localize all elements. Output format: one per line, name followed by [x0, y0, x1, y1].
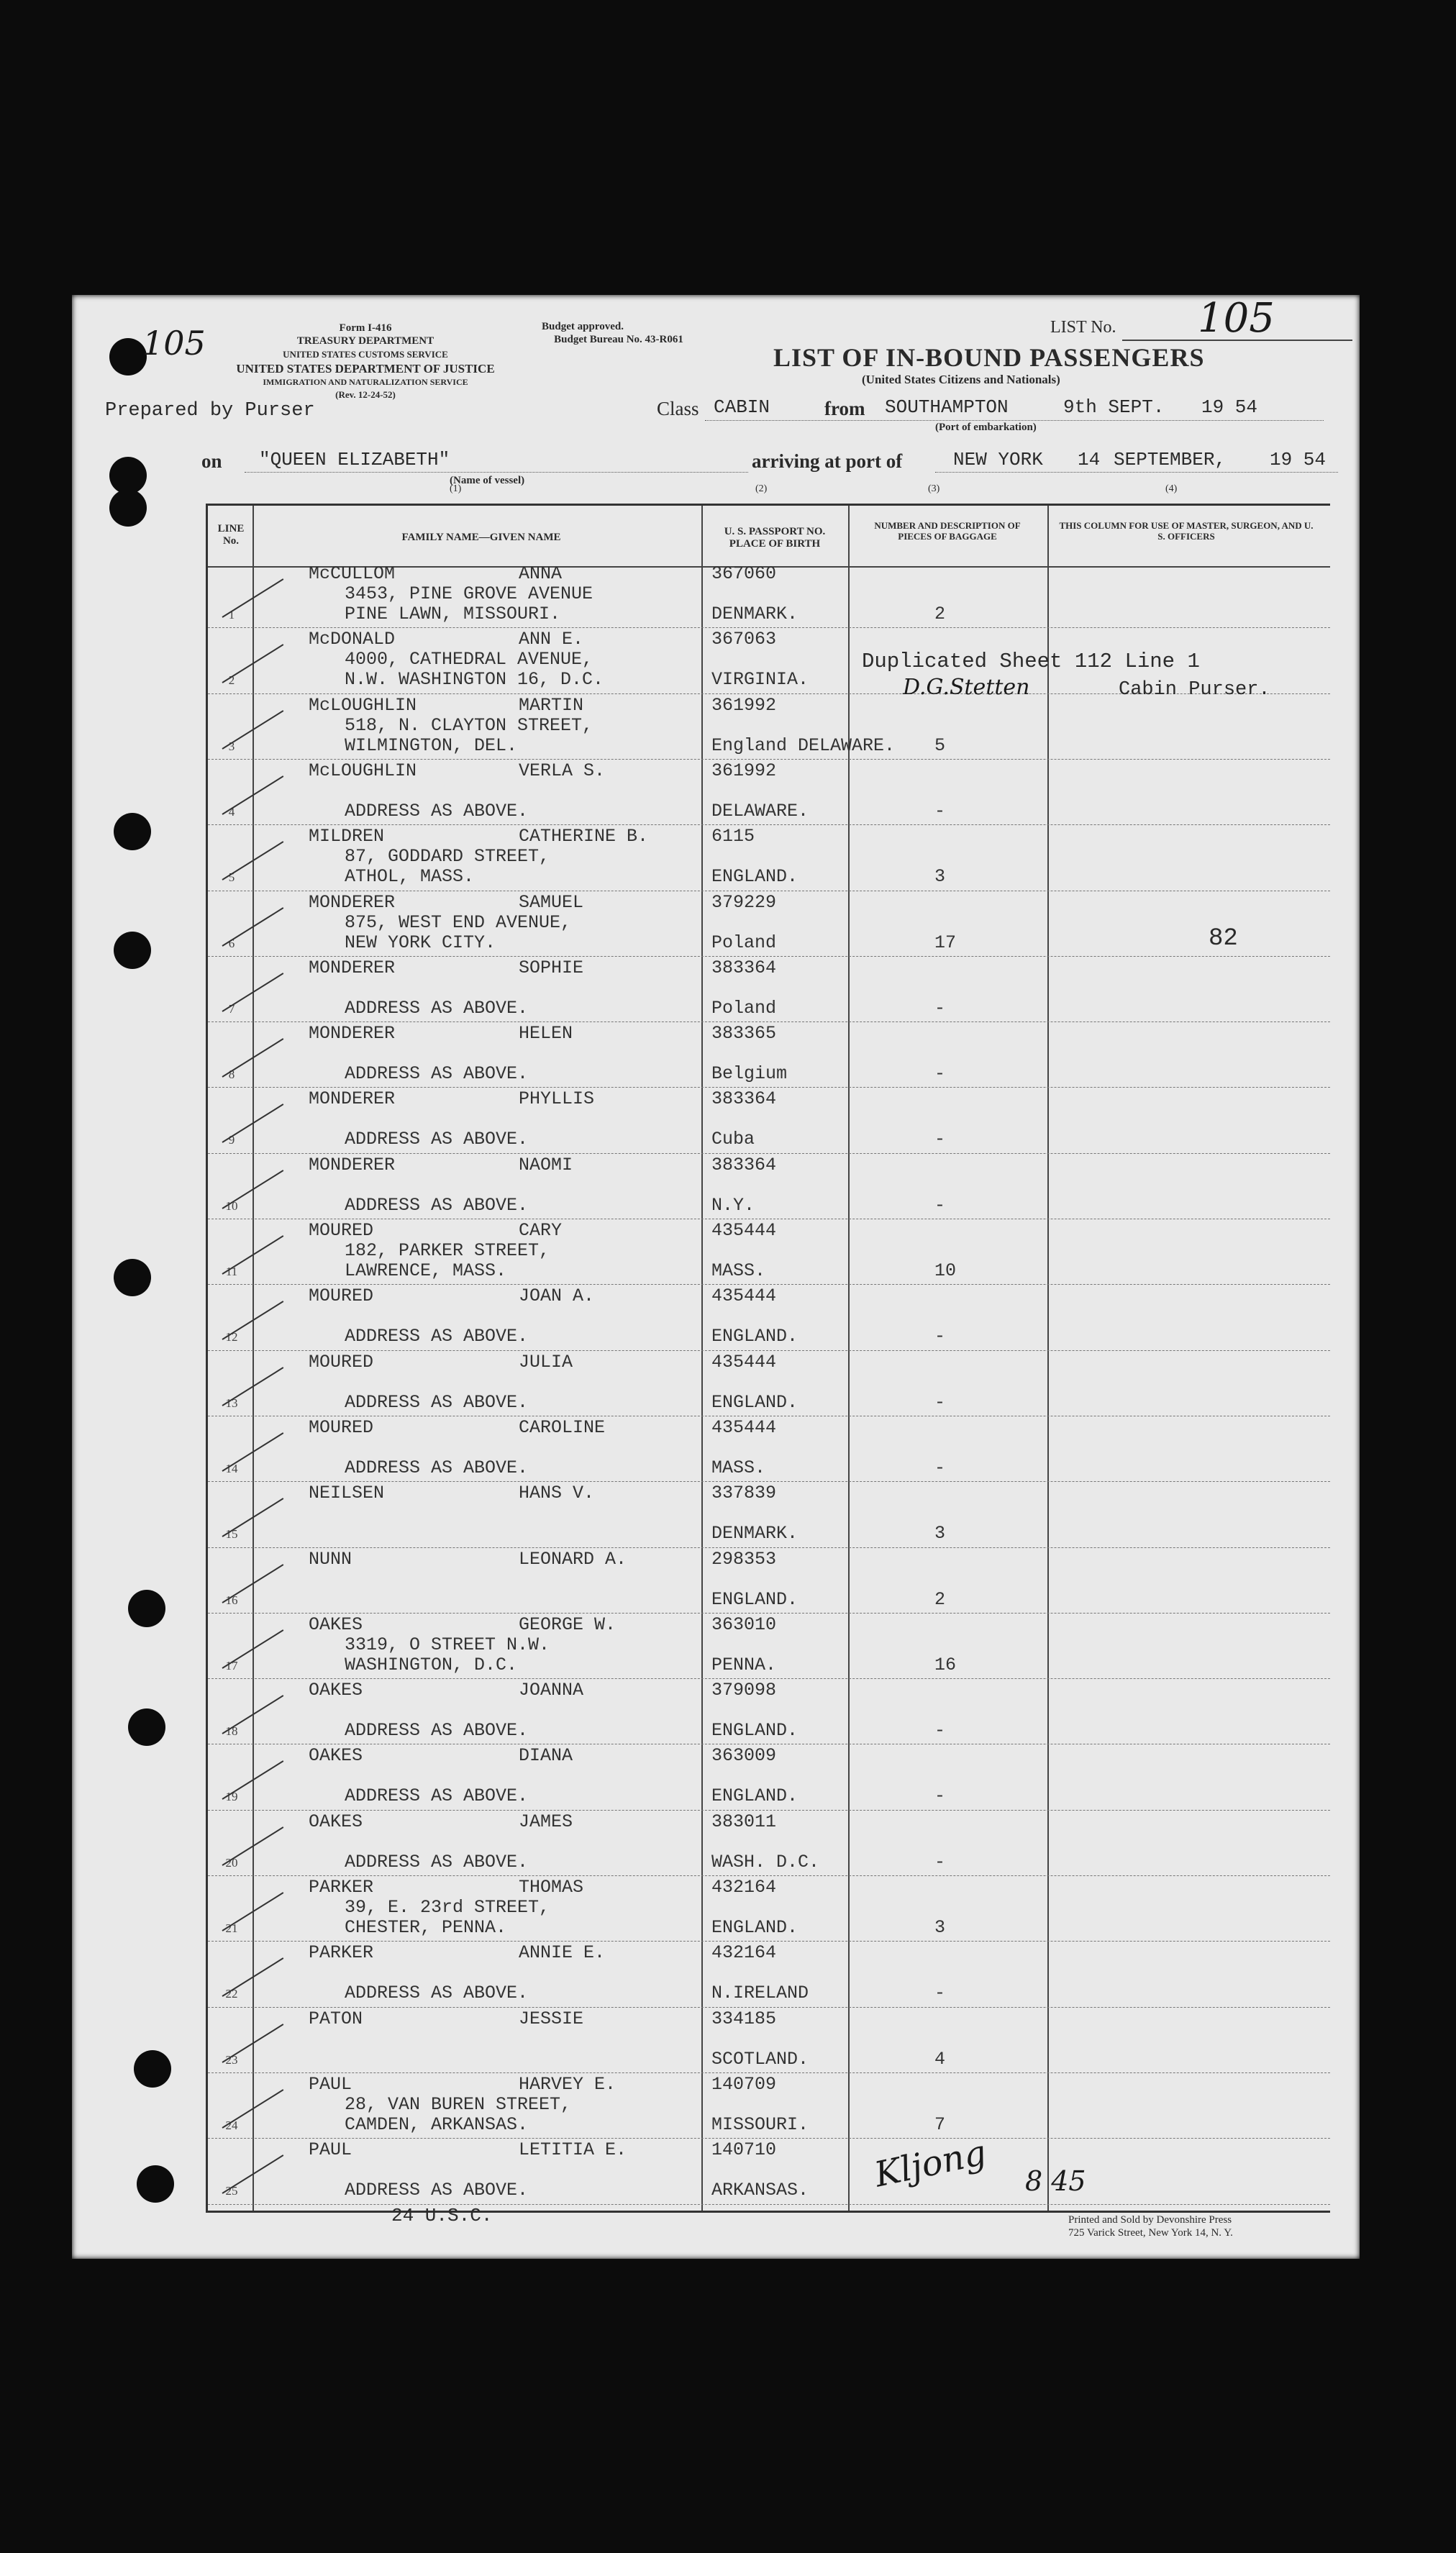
place-of-birth: MASS. [711, 1260, 766, 1281]
printer-line-2: 725 Varick Street, New York 14, N. Y. [1068, 2227, 1233, 2239]
baggage-count: - [934, 1326, 946, 1347]
arrival-month: SEPTEMBER, [1114, 449, 1227, 470]
address-line-2: WASHINGTON, D.C. [345, 1654, 518, 1675]
address-line-2: WILMINGTON, DEL. [345, 734, 518, 756]
budget-approved: Budget approved. [542, 321, 624, 332]
address-line-2: ADDRESS AS ABOVE. [345, 1720, 529, 1742]
punch-hole [128, 1590, 165, 1627]
family-name: MOURED [309, 1220, 374, 1241]
row-separator [208, 2138, 1330, 2139]
document-title: LIST OF IN-BOUND PASSENGERS [773, 343, 1205, 372]
family-name: McLOUGHLIN [309, 694, 417, 716]
given-name: ANNIE E. [519, 1942, 606, 1964]
list-no-label: LIST No. [1050, 318, 1116, 337]
line-number: 3 [228, 739, 235, 753]
arrival-port: NEW YORK [953, 449, 1043, 470]
form-number: Form I-416 [339, 322, 392, 334]
given-name: MARTIN [519, 694, 584, 716]
from-label: from [824, 398, 865, 419]
family-name: MONDERER [309, 1154, 396, 1175]
baggage-count: - [934, 1457, 946, 1478]
row-separator [208, 1875, 1330, 1876]
col-header-name: FAMILY NAME—GIVEN NAME [401, 532, 561, 543]
line-number: 11 [225, 1265, 238, 1278]
address-line-2: ADDRESS AS ABOVE. [345, 2180, 529, 2201]
family-name: PAUL [309, 2139, 352, 2161]
line-number: 1 [228, 608, 235, 622]
line-number: 21 [225, 1921, 238, 1935]
column-divider [701, 506, 703, 2211]
family-name: PARKER [309, 1942, 374, 1964]
passenger-table [206, 504, 1330, 2213]
given-name: DIANA [519, 1745, 573, 1767]
address-line-1: 518, N. CLAYTON STREET, [345, 714, 593, 736]
address-line-2: N.W. WASHINGTON 16, D.C. [345, 669, 604, 691]
row-separator [208, 1021, 1330, 1022]
line-number: 4 [228, 804, 235, 819]
family-name: MOURED [309, 1351, 374, 1373]
address-line-2: NEW YORK CITY. [345, 932, 496, 953]
baggage-count: - [934, 1720, 946, 1742]
row-separator [208, 1087, 1330, 1088]
official-number: 82 [1209, 925, 1238, 952]
address-line-2: ADDRESS AS ABOVE. [345, 1129, 529, 1150]
family-name: MOURED [309, 1416, 374, 1438]
place-of-birth: ARKANSAS. [711, 2180, 809, 2201]
immigration-service: IMMIGRATION AND NATURALIZATION SERVICE [263, 377, 468, 387]
vessel-underline [245, 472, 748, 473]
punch-hole [137, 2165, 174, 2203]
from-underline [705, 420, 1324, 421]
row-separator [208, 1481, 1330, 1482]
baggage-count: 17 [934, 932, 957, 953]
place-of-birth: N.Y. [711, 1194, 755, 1216]
prepared-by: Prepared by Purser [105, 400, 315, 422]
line-number: 24 [225, 2118, 238, 2132]
passport-number: 363010 [711, 1614, 777, 1635]
punch-hole [114, 932, 151, 969]
given-name: HANS V. [519, 1483, 595, 1504]
place-of-birth: DELAWARE. [711, 800, 809, 822]
baggage-count: 7 [934, 2113, 946, 2135]
family-name: NUNN [309, 1548, 352, 1570]
passport-number: 361992 [711, 760, 777, 781]
passport-number: 367063 [711, 629, 777, 650]
passport-number: 337839 [711, 1483, 777, 1504]
from-date: 9th SEPT. [1063, 396, 1165, 418]
vessel-name: "QUEEN ELIZABETH" [259, 449, 450, 470]
family-name: OAKES [309, 1614, 363, 1635]
line-number: 2 [228, 673, 235, 688]
line-number: 5 [228, 870, 235, 885]
family-name: PAUL [309, 2073, 352, 2095]
family-name: OAKES [309, 1811, 363, 1832]
place-of-birth: DENMARK. [711, 1523, 798, 1544]
row-separator [208, 824, 1330, 825]
row-separator [208, 1678, 1330, 1679]
address-line-2: ADDRESS AS ABOVE. [345, 1785, 529, 1807]
line-number: 6 [228, 936, 235, 950]
baggage-count: 10 [934, 1260, 957, 1281]
given-name: JOAN A. [519, 1285, 595, 1307]
punch-hole [134, 2050, 171, 2088]
address-line-1: 182, PARKER STREET, [345, 1240, 550, 1261]
given-name: HARVEY E. [519, 2073, 616, 2095]
address-line-2: ADDRESS AS ABOVE. [345, 1457, 529, 1478]
given-name: PHYLLIS [519, 1088, 595, 1110]
baggage-count: - [934, 800, 946, 822]
from-year: 19 54 [1201, 396, 1258, 418]
line-number: 15 [225, 1527, 238, 1542]
revision-date: (Rev. 12-24-52) [335, 389, 396, 400]
col-header-baggage: NUMBER AND DESCRIPTION OF PIECES OF BAGGAGE [874, 520, 1021, 542]
address-line-2: ADDRESS AS ABOVE. [345, 1063, 529, 1085]
family-name: MONDERER [309, 1023, 396, 1045]
col-header-line-no: LINE No. [217, 523, 245, 547]
cabin-purser-label: Cabin Purser. [1119, 679, 1270, 701]
arrival-underline [935, 472, 1338, 473]
line-number: 25 [225, 2184, 238, 2198]
passport-number: 383364 [711, 957, 777, 978]
row-separator [208, 1810, 1330, 1811]
usc-reference: 24 U.S.C. [391, 2205, 493, 2226]
baggage-count: 4 [934, 2048, 946, 2070]
address-line-1: 4000, CATHEDRAL AVENUE, [345, 649, 593, 670]
passport-number: 383364 [711, 1088, 777, 1110]
place-of-birth: Belgium [711, 1063, 788, 1085]
address-line-2: ADDRESS AS ABOVE. [345, 800, 529, 822]
family-name: PARKER [309, 1877, 374, 1898]
col-num-3: (3) [928, 483, 940, 494]
line-number: 9 [228, 1133, 235, 1147]
row-separator [208, 759, 1330, 760]
place-of-birth: ENGLAND. [711, 1326, 798, 1347]
list-underline [1122, 340, 1352, 341]
given-name: ANN E. [519, 629, 584, 650]
address-line-1: 875, WEST END AVENUE, [345, 911, 572, 933]
given-name: JOANNA [519, 1680, 584, 1701]
place-of-birth: MISSOURI. [711, 2113, 809, 2135]
row-separator [208, 1153, 1330, 1154]
place-of-birth: Cuba [711, 1129, 755, 1150]
passport-number: 363009 [711, 1745, 777, 1767]
passport-number: 379098 [711, 1680, 777, 1701]
row-separator [208, 2007, 1330, 2008]
row-separator [208, 2204, 1330, 2205]
given-name: JAMES [519, 1811, 573, 1832]
passport-number: 435444 [711, 1351, 777, 1373]
baggage-count: 3 [934, 866, 946, 888]
given-name: LETITIA E. [519, 2139, 627, 2161]
punch-hole [109, 489, 147, 527]
line-number: 22 [225, 1987, 238, 2001]
baggage-count: 2 [934, 1588, 946, 1610]
family-name: MILDREN [309, 826, 385, 847]
baggage-count: - [934, 1391, 946, 1413]
passport-number: 435444 [711, 1285, 777, 1307]
printer-line-1: Printed and Sold by Devonshire Press [1068, 2214, 1232, 2226]
line-number: 19 [225, 1790, 238, 1804]
place-of-birth: Poland [711, 932, 777, 953]
treasury-department: TREASURY DEPARTMENT [296, 335, 434, 347]
line-number: 23 [225, 2052, 238, 2067]
line-number: 18 [225, 1724, 238, 1739]
given-name: CARY [519, 1220, 563, 1241]
col-header-official: THIS COLUMN FOR USE OF MASTER, SURGEON, AND U. S. OFFICERS [1059, 520, 1314, 542]
manifest-sheet [72, 295, 1360, 2259]
passport-number: 432164 [711, 1942, 777, 1964]
family-name: MONDERER [309, 891, 396, 913]
place-of-birth: ENGLAND. [711, 866, 798, 888]
address-line-2: ADDRESS AS ABOVE. [345, 1391, 529, 1413]
address-line-2: ADDRESS AS ABOVE. [345, 1983, 529, 2004]
row-separator [208, 627, 1330, 628]
line-number: 17 [225, 1658, 238, 1673]
class-label: Class [657, 398, 699, 419]
row-separator [208, 956, 1330, 957]
place-of-birth: ENGLAND. [711, 1720, 798, 1742]
given-name: HELEN [519, 1023, 573, 1045]
place-of-birth: WASH. D.C. [711, 1851, 820, 1872]
arrival-day: 14 [1078, 449, 1101, 470]
line-number: 10 [225, 1198, 238, 1213]
given-name: SAMUEL [519, 891, 584, 913]
baggage-count: - [934, 1063, 946, 1085]
address-line-1: 3319, O STREET N.W. [345, 1634, 550, 1655]
family-name: OAKES [309, 1680, 363, 1701]
passport-number: 367060 [711, 563, 777, 584]
address-line-1: 28, VAN BUREN STREET, [345, 2093, 572, 2115]
place-of-birth: DENMARK. [711, 604, 798, 624]
place-of-birth: ENGLAND. [711, 1917, 798, 1938]
address-line-2: CHESTER, PENNA. [345, 1917, 507, 1938]
passport-number: 435444 [711, 1416, 777, 1438]
given-name: THOMAS [519, 1877, 584, 1898]
place-of-birth: ENGLAND. [711, 1588, 798, 1610]
baggage-count: 16 [934, 1654, 957, 1675]
justice-department: UNITED STATES DEPARTMENT OF JUSTICE [236, 362, 495, 376]
from-port: SOUTHAMPTON [885, 396, 1009, 418]
place-of-birth: ENGLAND. [711, 1785, 798, 1807]
punch-hole [114, 813, 151, 850]
line-number: 16 [225, 1593, 238, 1607]
place-of-birth: ENGLAND. [711, 1391, 798, 1413]
row-separator [208, 1284, 1330, 1285]
address-line-1: 3453, PINE GROVE AVENUE [345, 583, 593, 604]
line-number: 20 [225, 1855, 238, 1870]
passport-number: 383011 [711, 1811, 777, 1832]
arrival-year: 19 54 [1270, 449, 1327, 470]
family-name: McDONALD [309, 629, 396, 650]
given-name: VERLA S. [519, 760, 606, 781]
baggage-count: - [934, 1983, 946, 2004]
given-name: JULIA [519, 1351, 573, 1373]
line-number: 8 [228, 1068, 235, 1082]
family-name: PATON [309, 2008, 363, 2029]
family-name: MONDERER [309, 957, 396, 978]
punch-hole [128, 1708, 165, 1746]
address-line-2: ADDRESS AS ABOVE. [345, 1851, 529, 1872]
passport-number: 361992 [711, 694, 777, 716]
document-subtitle: (United States Citizens and Nationals) [862, 373, 1060, 386]
punch-hole [114, 1259, 151, 1296]
punch-hole [109, 338, 147, 376]
passport-number: 298353 [711, 1548, 777, 1570]
baggage-count: - [934, 1851, 946, 1872]
column-divider [1047, 506, 1049, 2211]
place-of-birth: PENNA. [711, 1654, 777, 1675]
customs-service: UNITED STATES CUSTOMS SERVICE [283, 349, 448, 360]
given-name: CATHERINE B. [519, 826, 649, 847]
line-number: 7 [228, 1001, 235, 1016]
given-name: ANNA [519, 563, 563, 584]
address-line-1: 39, E. 23rd STREET, [345, 1897, 550, 1918]
handwritten-signature: Kljong [870, 2132, 990, 2195]
address-line-2: ATHOL, MASS. [345, 866, 475, 888]
col-num-1: (1) [450, 483, 462, 494]
vessel-note: (Name of vessel) [450, 475, 525, 486]
passport-number: 6115 [711, 826, 755, 847]
line-number: 12 [225, 1330, 238, 1344]
column-divider [848, 506, 850, 2211]
baggage-count: - [934, 997, 946, 1019]
baggage-count: 2 [934, 604, 946, 624]
address-line-2: PINE LAWN, MISSOURI. [345, 604, 561, 624]
passport-number: 383364 [711, 1154, 777, 1175]
place-of-birth: SCOTLAND. [711, 2048, 809, 2070]
arriving-label: arriving at port of [752, 450, 903, 472]
class-value: CABIN [714, 396, 770, 418]
given-name: GEORGE W. [519, 1614, 616, 1635]
row-separator [208, 1941, 1330, 1942]
duplicated-note: Duplicated Sheet 112 Line 1 [862, 650, 1200, 673]
address-line-2: LAWRENCE, MASS. [345, 1260, 507, 1281]
handwritten-count: 8 45 [1025, 2165, 1086, 2197]
line-number: 13 [225, 1396, 238, 1410]
column-divider [252, 506, 254, 2211]
baggage-count: 3 [934, 1523, 946, 1544]
row-separator [208, 1350, 1330, 1351]
family-name: MONDERER [309, 1088, 396, 1110]
family-name: McLOUGHLIN [309, 760, 417, 781]
list-number: 105 [1198, 295, 1275, 342]
address-line-2: CAMDEN, ARKANSAS. [345, 2113, 529, 2135]
place-of-birth: Poland [711, 997, 777, 1019]
row-separator [208, 2072, 1330, 2073]
place-of-birth: England DELAWARE. [711, 734, 896, 756]
family-name: OAKES [309, 1745, 363, 1767]
address-line-2: ADDRESS AS ABOVE. [345, 1194, 529, 1216]
row-separator [208, 1547, 1330, 1548]
given-name: JESSIE [519, 2008, 584, 2029]
place-of-birth: MASS. [711, 1457, 766, 1478]
budget-bureau: Budget Bureau No. 43-R061 [554, 334, 683, 345]
passport-number: 379229 [711, 891, 777, 913]
baggage-count: - [934, 1194, 946, 1216]
passport-number: 432164 [711, 1877, 777, 1898]
baggage-count: - [934, 1129, 946, 1150]
col-header-passport: U. S. PASSPORT NO. PLACE OF BIRTH [724, 526, 826, 550]
purser-signature: D.G.Stetten [903, 675, 1030, 700]
given-name: SOPHIE [519, 957, 584, 978]
passport-number: 435444 [711, 1220, 777, 1241]
baggage-count: 5 [934, 734, 946, 756]
family-name: NEILSEN [309, 1483, 385, 1504]
given-name: CAROLINE [519, 1416, 606, 1438]
embark-note: (Port of embarkation) [935, 422, 1037, 433]
baggage-count: - [934, 1785, 946, 1807]
passport-number: 140710 [711, 2139, 777, 2161]
on-label: on [201, 450, 222, 472]
place-of-birth: N.IRELAND [711, 1983, 809, 2004]
row-separator [208, 1613, 1330, 1614]
col-num-2: (2) [755, 483, 768, 494]
corner-mark: 105 [142, 324, 206, 363]
col-num-4: (4) [1165, 483, 1178, 494]
address-line-1: 87, GODDARD STREET, [345, 846, 550, 868]
address-line-2: ADDRESS AS ABOVE. [345, 1326, 529, 1347]
passport-number: 140709 [711, 2073, 777, 2095]
place-of-birth: VIRGINIA. [711, 669, 809, 691]
passport-number: 383365 [711, 1023, 777, 1045]
given-name: LEONARD A. [519, 1548, 627, 1570]
address-line-2: ADDRESS AS ABOVE. [345, 997, 529, 1019]
given-name: NAOMI [519, 1154, 573, 1175]
family-name: MOURED [309, 1285, 374, 1307]
line-number: 14 [225, 1461, 238, 1475]
baggage-count: 3 [934, 1917, 946, 1938]
family-name: McCULLOM [309, 563, 396, 584]
passport-number: 334185 [711, 2008, 777, 2029]
